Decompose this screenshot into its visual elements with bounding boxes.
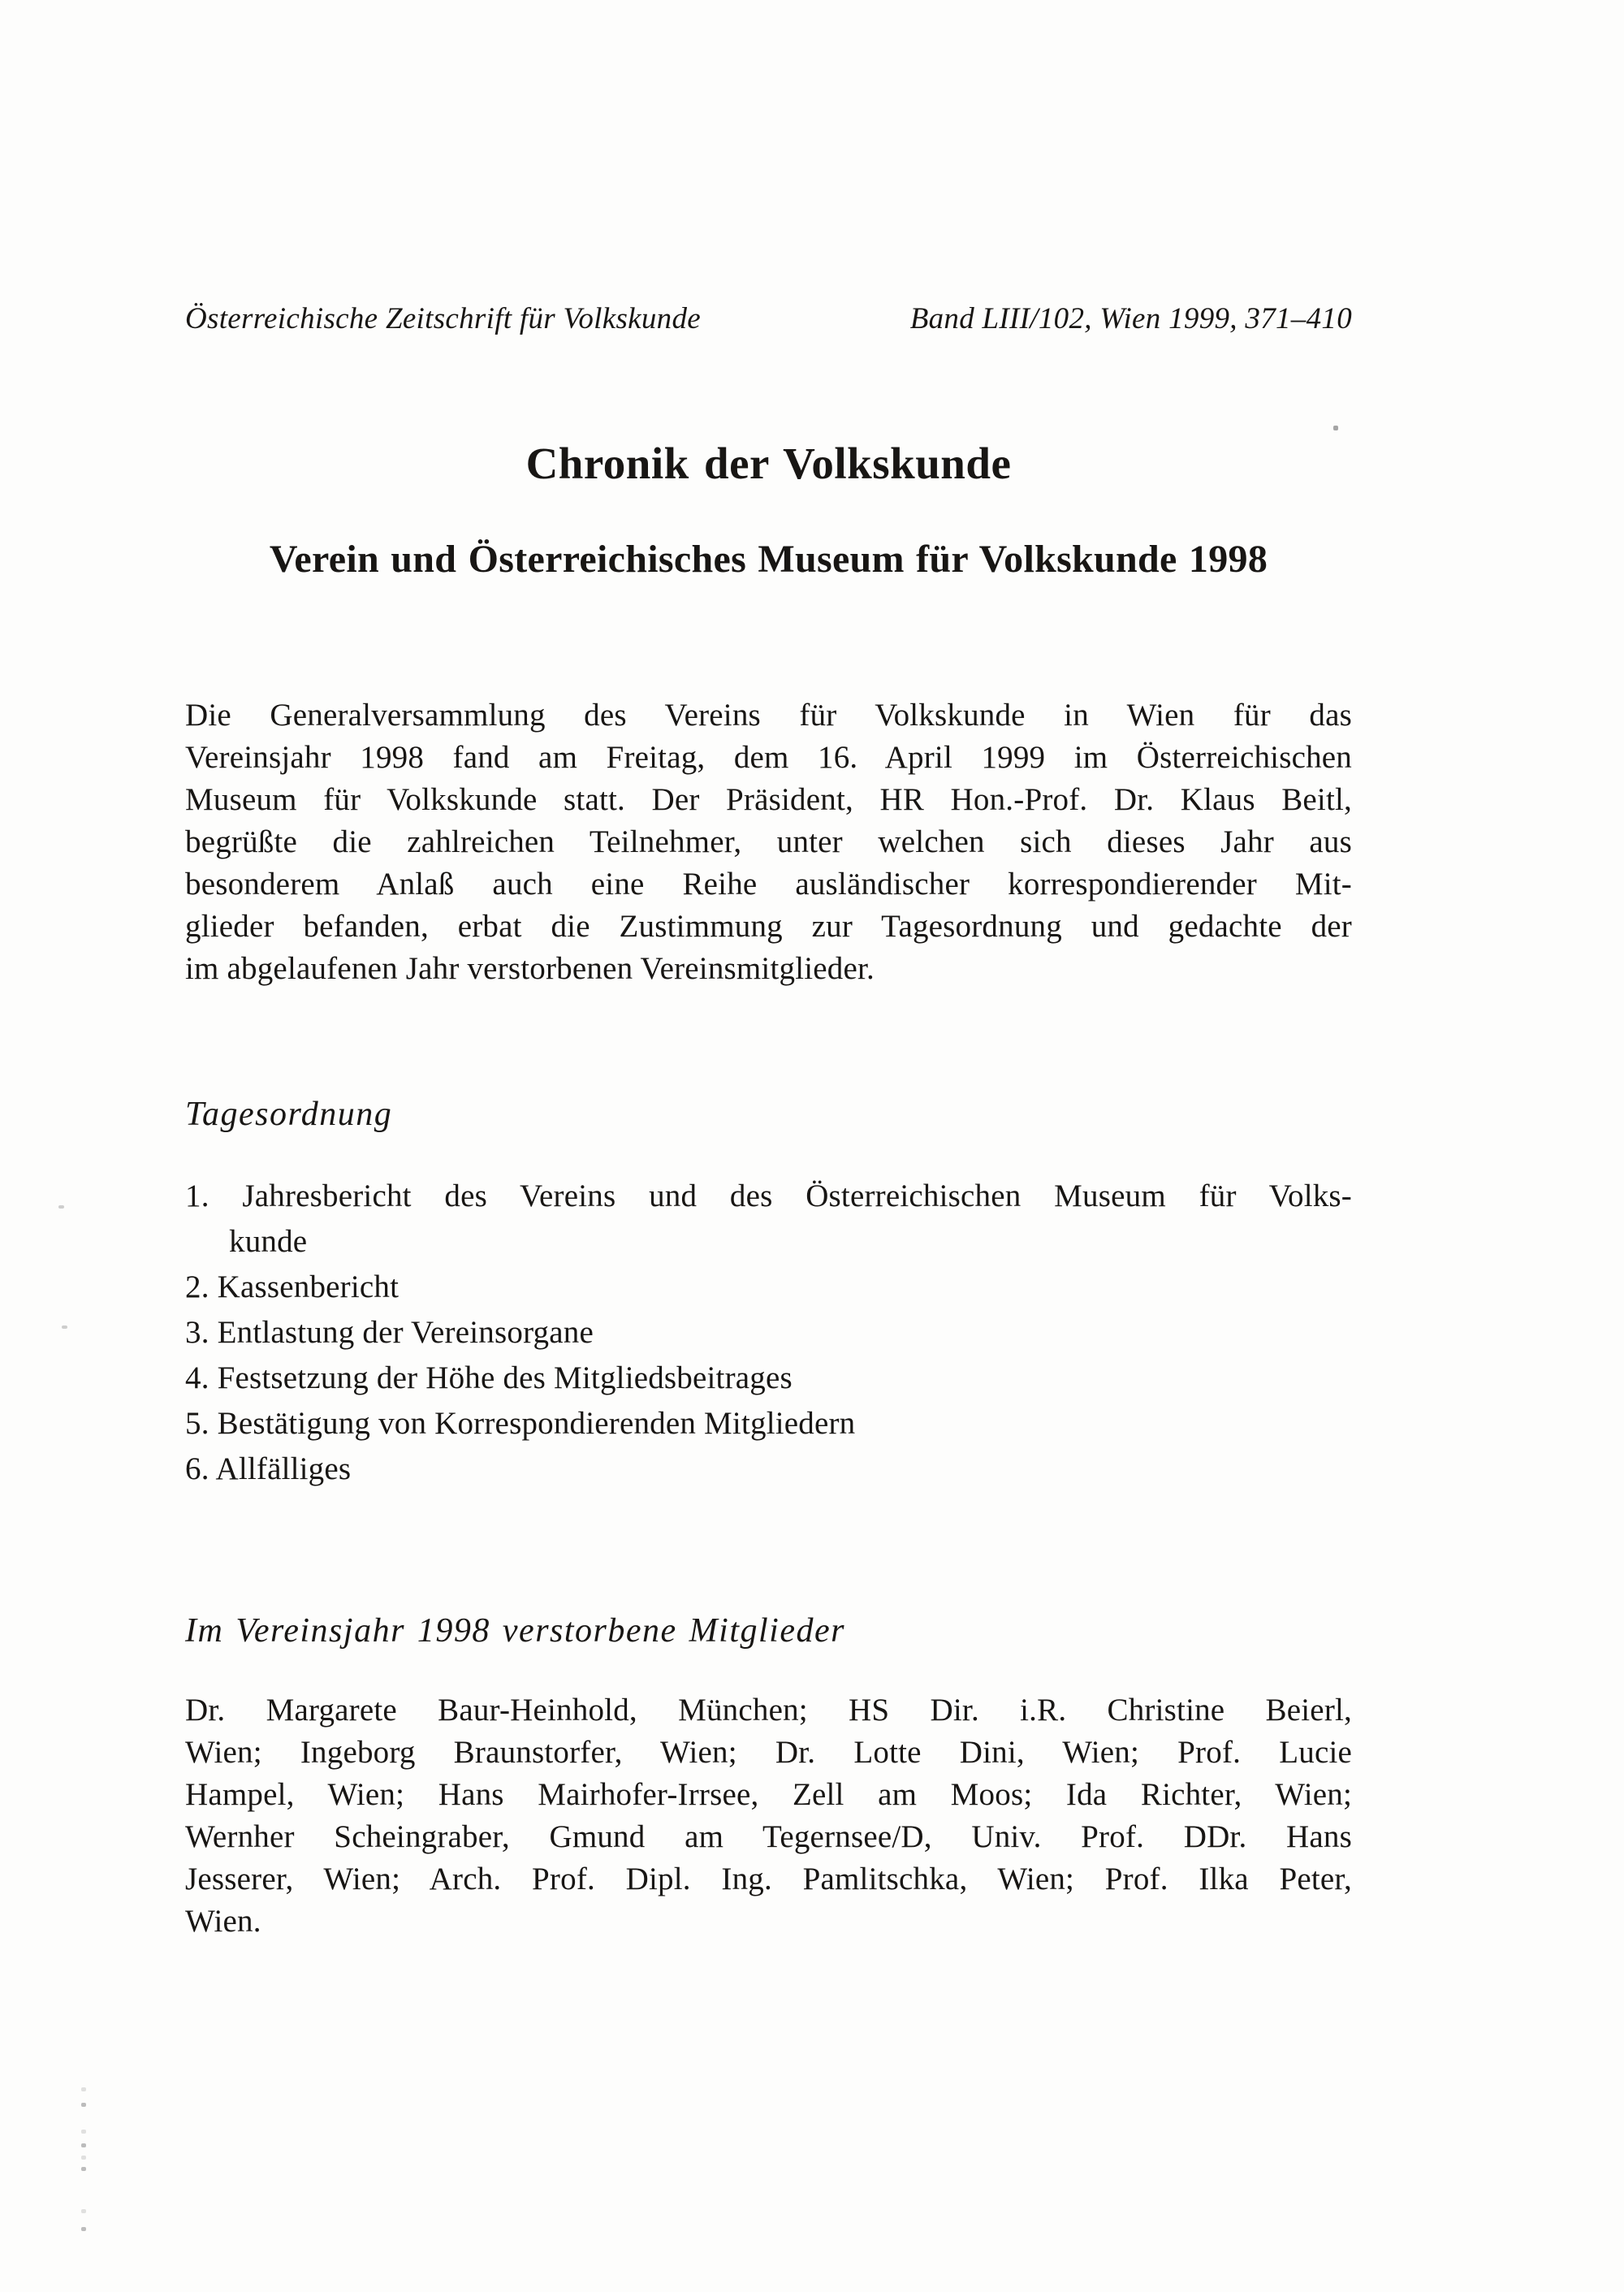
scan-dot bbox=[81, 2156, 86, 2160]
scan-dot bbox=[81, 2103, 86, 2107]
text-line: Wien; Ingeborg Braunstorfer, Wien; Dr. Lotte Dini, Wien; Prof. Lucie bbox=[185, 1735, 1352, 1770]
text-line: 6. Allfälliges bbox=[185, 1451, 352, 1486]
deceased-members-paragraph bbox=[185, 1689, 1352, 1943]
intro-paragraph bbox=[185, 694, 1352, 990]
scan-margin-speck bbox=[62, 1325, 67, 1329]
text-line: 3. Entlastung der Vereinsorgane bbox=[185, 1315, 594, 1350]
text-line: glieder befanden, erbat die Zustimmung zur Tagesordnung und gedachte der bbox=[185, 909, 1352, 944]
running-head bbox=[185, 301, 1352, 338]
text-line: Die Generalversammlung des Vereins für Volkskunde in Wien für das bbox=[185, 698, 1352, 733]
text-line: 5. Bestätigung von Korrespondierenden Mitgliedern bbox=[185, 1406, 856, 1441]
scan-dot bbox=[81, 2087, 86, 2091]
text-line: 1. Jahresbericht des Vereins und des Österreichischen Museum für Volks- bbox=[185, 1178, 1352, 1213]
text-line: Museum für Volkskunde statt. Der Präsident, HR Hon.-Prof. Dr. Klaus Beitl, bbox=[185, 782, 1352, 817]
text-line: 2. Kassenbericht bbox=[185, 1269, 400, 1304]
text-line: kunde bbox=[229, 1224, 308, 1259]
text-line: Jesserer, Wien; Arch. Prof. Dipl. Ing. Pamlitschka, Wien; Prof. Ilka Peter, bbox=[185, 1862, 1352, 1896]
text-line: Dr. Margarete Baur-Heinhold, München; HS Dir. i.R. Christine Beierl, bbox=[185, 1693, 1352, 1728]
text-line: 4. Festsetzung der Höhe des Mitgliedsbeitrages bbox=[185, 1360, 793, 1395]
text-line: besonderem Anlaß auch eine Reihe ausländischer korrespondierender Mit- bbox=[185, 867, 1352, 902]
scan-dot bbox=[81, 2143, 86, 2147]
journal-title: Österreichische Zeitschrift für Volkskunde bbox=[185, 302, 701, 335]
scan-dot bbox=[81, 2130, 86, 2134]
scan-dotted-line bbox=[81, 0, 89, 2292]
text-line: begrüßte die zahlreichen Teilnehmer, unter welchen sich dieses Jahr aus bbox=[185, 824, 1352, 859]
article-title: Chronik der Volkskunde bbox=[525, 439, 1012, 488]
text-line: im abgelaufenen Jahr verstorbenen Vereinsmitglieder. bbox=[185, 951, 875, 986]
scan-dot bbox=[81, 2209, 86, 2213]
text-line: Hampel, Wien; Hans Mairhofer-Irrsee, Zell am Moos; Ida Richter, Wien; bbox=[185, 1777, 1352, 1812]
agenda-list bbox=[185, 1174, 1352, 1492]
text-line: Vereinsjahr 1998 fand am Freitag, dem 16. April 1999 im Österreichischen bbox=[185, 740, 1352, 775]
agenda-heading: Tagesordnung bbox=[185, 1096, 393, 1133]
article-subtitle: Verein und Österreichisches Museum für Volkskunde 1998 bbox=[269, 538, 1268, 581]
deceased-members-heading: Im Vereinsjahr 1998 verstorbene Mitglieder bbox=[185, 1612, 845, 1650]
text-line: Wien. bbox=[185, 1904, 261, 1939]
scan-speck bbox=[1333, 426, 1338, 430]
issue-info: Band LIII/102, Wien 1999, 371–410 bbox=[909, 302, 1352, 335]
text-line: Wernher Scheingraber, Gmund am Tegernsee/D, Univ. Prof. DDr. Hans bbox=[185, 1819, 1352, 1854]
scan-margin-speck bbox=[58, 1205, 64, 1209]
scan-dot bbox=[81, 2167, 86, 2171]
scan-dot bbox=[81, 2227, 86, 2231]
